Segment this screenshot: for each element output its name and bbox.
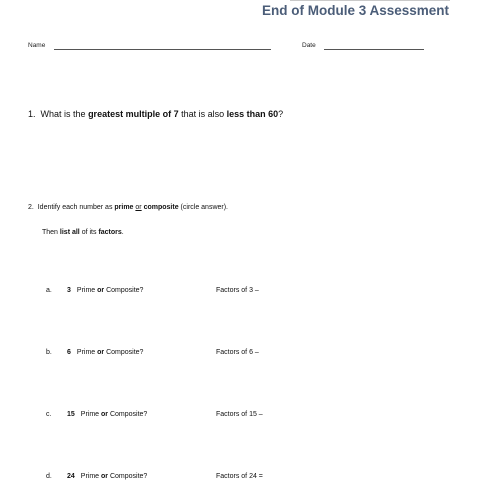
question-2-bold-prime: prime [114,204,134,211]
date-blank-line[interactable] [324,49,424,50]
factors-prompt-d: Factors of 24 = [216,473,263,480]
factors-prompt-a: Factors of 3 – [216,287,259,294]
question-1-bold-a: greatest multiple of 7 [88,109,179,119]
question-1-text-b: that is also [178,109,227,119]
question-2 [28,204,228,211]
question-2-bold-composite: composite [143,204,179,211]
top-rule [290,0,450,1]
item-b [46,349,143,356]
question-2-sub-bold-factors: factors [98,229,122,236]
question-1-text-a: What is the [40,109,89,119]
page-title: End of Module 3 Assessment [262,3,450,18]
question-2-sub-text-b: of its [79,229,99,236]
item-c [46,411,147,418]
or-word: or [101,473,109,480]
item-number: 15 [67,411,75,418]
date-label: Date [302,42,316,49]
question-2-sub-text-c: . [121,229,124,236]
name-field [28,42,45,49]
question-2-sub-text-a: Then [42,229,60,236]
name-blank-line[interactable] [54,49,271,50]
composite-option[interactable]: Composite? [104,349,144,356]
question-2-text-a: Identify each number as [37,204,115,211]
composite-option[interactable]: Composite? [108,473,148,480]
question-1 [28,109,283,119]
item-a [46,287,143,294]
question-2-instruction [42,229,124,236]
item-letter: a. [46,287,52,294]
item-d [46,473,147,480]
question-1-number: 1. [28,109,36,119]
item-number: 6 [67,349,71,356]
factors-prompt-c: Factors of 15 – [216,411,263,418]
item-number: 3 [67,287,71,294]
or-word: or [97,349,105,356]
question-2-number: 2. [28,204,34,211]
factors-prompt-b: Factors of 6 – [216,349,259,356]
composite-option[interactable]: Composite? [104,287,144,294]
item-letter: c. [46,411,52,418]
question-1-bold-b: less than 60 [226,109,279,119]
question-2-underline-or: or [135,204,142,211]
name-label: Name [28,42,46,49]
or-word: or [97,287,105,294]
question-2-sub-bold-list-all: list all [59,229,80,236]
item-letter: d. [46,473,52,480]
prime-option[interactable]: Prime [76,349,98,356]
item-number: 24 [67,473,75,480]
prime-option[interactable]: Prime [80,411,102,418]
question-2-text-d: (circle answer). [178,204,229,211]
prime-option[interactable]: Prime [76,287,98,294]
item-letter: b. [46,349,52,356]
date-field [302,42,316,49]
prime-option[interactable]: Prime [80,473,102,480]
or-word: or [101,411,109,418]
question-1-text-c: ? [278,109,284,119]
composite-option[interactable]: Composite? [108,411,148,418]
